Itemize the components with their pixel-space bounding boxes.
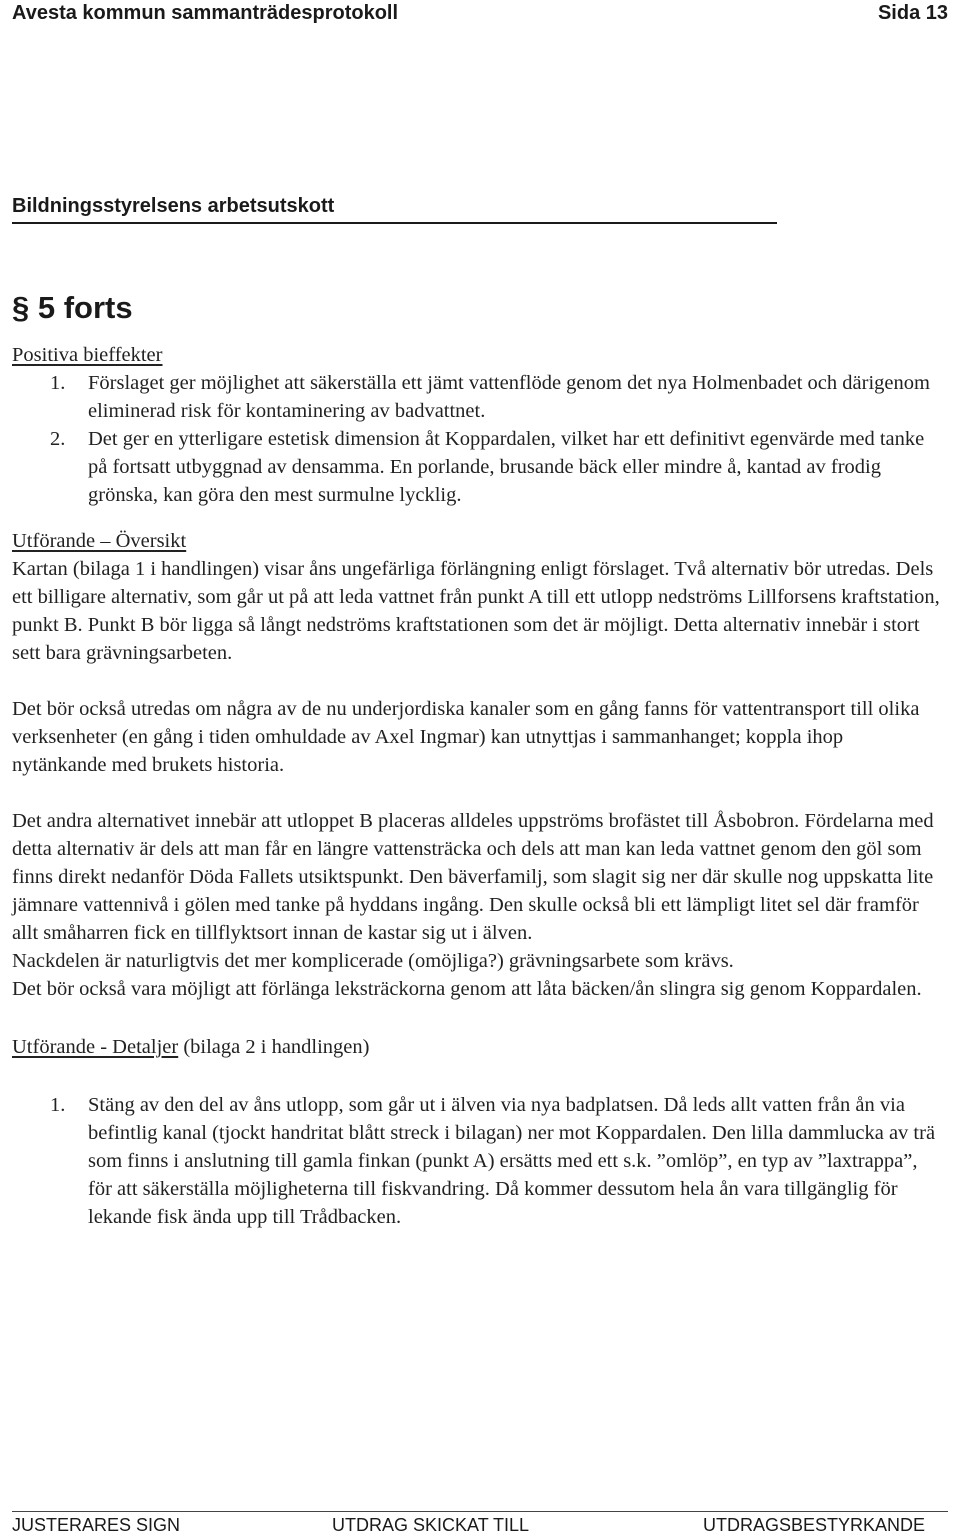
section-heading [12,288,133,328]
list-item [12,369,942,425]
document-title: Avesta kommun sammanträdesprotokoll [12,2,399,24]
footer-bestyrkande-label: UTDRAGSBESTYRKANDE [703,1515,926,1535]
detaljer-heading-rest: (bilaga 2 i handlingen) [178,1036,370,1058]
list-text: Förslaget ger möjlighet att säkerställa ett jämt vattenflöde genom det nya Holmenbadet och därigenom eliminerad risk för kontaminering av badvattnet. [88,372,930,422]
detaljer-list [12,1091,942,1231]
detaljer-heading [12,1033,942,1061]
footer-utdrag-label: UTDRAG SKICKAT TILL [332,1515,530,1535]
committee-name: Bildningsstyrelsens arbetsutskott [12,195,335,217]
detaljer-heading-underlined: Utförande - Detaljer [12,1036,179,1058]
positiva-list [12,369,942,509]
footer-sign-label: JUSTERARES SIGN [12,1515,181,1535]
footer-rule [12,1511,948,1512]
oversikt-heading: Utförande – Översikt [12,530,187,552]
page-number: Sida 13 [877,2,948,24]
nackdel-paragraph: Nackdelen är naturligtvis det mer komplicerade (omöjliga?) grävningsarbete som krävs. [12,950,734,972]
section-number: 5 forts [37,290,133,325]
list-number: 1. [50,372,66,394]
kanaler-paragraph: Det bör också utredas om några av de nu underjordiska kanaler som en gång fanns för vattentransport till olika verksenheter (en gång i tiden omhuldade av Axel Ingmar) kan utnyttjas i sammanhanget; koppla ihop nytänkande med brukets historia. [12,698,920,776]
leksträckor-paragraph: Det bör också vara möjligt att förlänga leksträckorna genom att låta bäcken/ån slingra sig genom Koppardalen. [12,978,922,1000]
committee-underline [12,222,777,224]
list-item [12,1091,942,1231]
list-number: 2. [50,428,66,450]
list-text: Det ger en ytterligare estetisk dimension åt Koppardalen, vilket har ett definitivt egenvärde med tanke på fortsatt utbyggnad av densamma. En porlande, brusande bäck eller mindre å, kantad av frodig grönska, kan göra den mest surmulne lycklig. [88,428,925,506]
positiva-heading: Positiva bieffekter [12,344,163,366]
list-text: Stäng av den del av åns utlopp, som går ut i älven via nya badplatsen. Då leds allt vatten från ån via befintlig kanal (tjockt handritat blått streck i bilagan) ner mot Koppardalen. Den lilla dammlucka av trä som finns i anslutning till gamla finkan (punkt A) ersätts med ett s.k. ”omlöp”, en typ av ”laxtrappa”, för att säkerställa möjligheterna till fiskvandring. Då kommer dessutom hela ån vara tillgänglig för lekande fisk ända upp till Trådbacken. [88,1094,936,1228]
document-body [12,341,942,1231]
andra-alternativet-paragraph: Det andra alternativet innebär att utloppet B placeras alldeles uppströms brofästet till Åsbobron. Fördelarna med detta alternativ är dels att man får en längre vattensträcka och dels att man kan leda vattnet genom den göl som finns direkt nedanför Döda Fallets utsiktspunkt. Den bäverfamilj, som slagit sig ner där skulle nog uppskatta lite jämnare vattennivå i gölen med tanke på hyddans ingång. Den skulle också bli ett lämpligt litet sel där framför allt småharren fick en tillflyktsort innan de kastar sig ut i älven. [12,810,934,944]
paragraph-symbol: § [12,290,30,325]
oversikt-paragraph: Kartan (bilaga 1 i handlingen) visar åns ungefärliga förlängning enligt förslaget. Två alternativ bör utredas. Dels ett billigare alternativ, som går ut på att leda vattnet från punkt A till ett utlopp nedströms Lillforsens kraftstation, punkt B. Punkt B bör ligga så långt nedströms kraftstationen som det är möjligt. Detta alternativ innebär i stort sett bara grävningsarbeten. [12,558,940,664]
list-item [12,425,942,509]
list-number: 1. [50,1094,66,1116]
